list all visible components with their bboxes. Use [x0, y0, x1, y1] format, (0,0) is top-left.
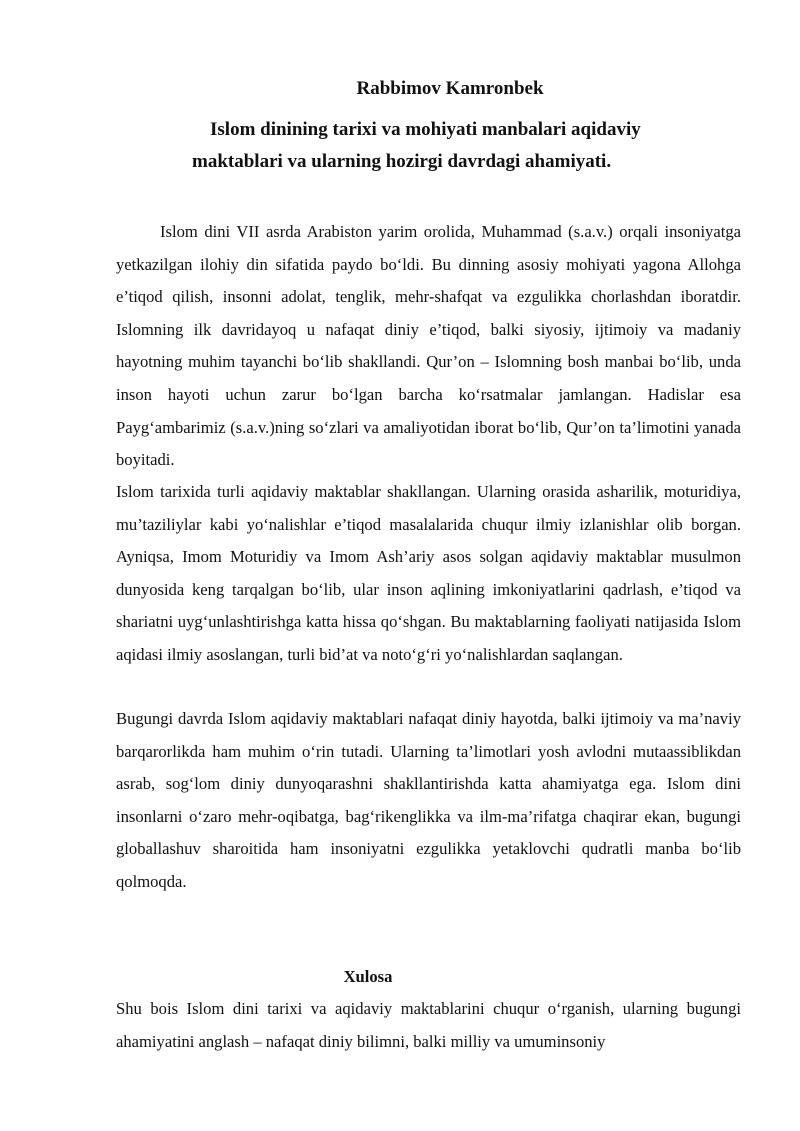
conclusion-heading: Xulosa [343, 967, 393, 986]
author-name: Rabbimov Kamronbek [356, 78, 544, 99]
body-paragraph-3: Bugungi davrda Islom aqidaviy maktablari nafaqat diniy hayotda, balki ijtimoiy va ma’naviy barqarorlikda ham muhim o‘rin tutadi. Ularning ta’limotlari yosh avlodni mutaassiblikdan asrab, sog‘lom diniy dunyoqarashni shakllantirishda katta ahamiyatga ega. Islom dini insonlarni o‘zaro mehr-oqibatga, bag‘rikenglikka va ilm-ma’rifatga chaqirar ekan, bugungi globallashuv sharoitida ham insoniyatni ezgulikka yetaklovchi qudratli manba bo‘lib qolmoqda. [116, 709, 741, 891]
document-title-line-2: maktablari va ularning hozirgi davrdagi ahamiyati. [192, 151, 612, 172]
body-paragraph-1: Islom dini VII asrda Arabiston yarim orolida, Muhammad (s.a.v.) orqali insoniyatga yetkazilgan ilohiy din sifatida paydo bo‘ldi. Bu dinning asosiy mohiyati yagona Allohga e’tiqod qilish, insonni adolat, tenglik, mehr-shafqat va ezgulikka chorlashdan iboratdir. Islomning ilk davridayoq u nafaqat diniy e’tiqod, balki siyosiy, ijtimoiy va madaniy hayotning muhim tayanchi bo‘lib shakllandi. Qur’on – Islomning bosh manbai bo‘lib, unda inson hayoti uchun zarur bo‘lgan barcha ko‘rsatmalar jamlangan. Hadislar esa Payg‘ambarimiz (s.a.v.)ning so‘zlari va amaliyotidan iborat bo‘lib, Qur’on ta’limotini yanada boyitadi. [116, 222, 741, 470]
conclusion-paragraph: Shu bois Islom dini tarixi va aqidaviy maktablarini chuqur o‘rganish, ularning bugungi ahamiyatini anglash – nafaqat diniy bilimni, balki milliy va umuminsoniy [116, 999, 741, 1051]
body-paragraph-2: Islom tarixida turli aqidaviy maktablar shakllangan. Ularning orasida asharilik, moturidiya, mu’taziliylar kabi yo‘nalishlar e’tiqod masalalarida chuqur ilmiy izlanishlar olib borgan. Ayniqsa, Imom Moturidiy va Imom Ash’ariy asos solgan aqidaviy maktablar musulmon dunyosida keng tarqalgan bo‘lib, ular inson aqlining imkoniyatlarini qadrlash, e’tiqod va shariatni uyg‘unlashtirishga katta hissa qo‘shgan. Bu maktablarning faoliyati natijasida Islom aqidasi ilmiy asoslangan, turli bid’at va noto‘g‘ri yo‘nalishlardan saqlangan. [116, 482, 741, 664]
document-title-line-1: Islom dinining tarixi va mohiyati manbalari aqidaviy [210, 119, 641, 140]
